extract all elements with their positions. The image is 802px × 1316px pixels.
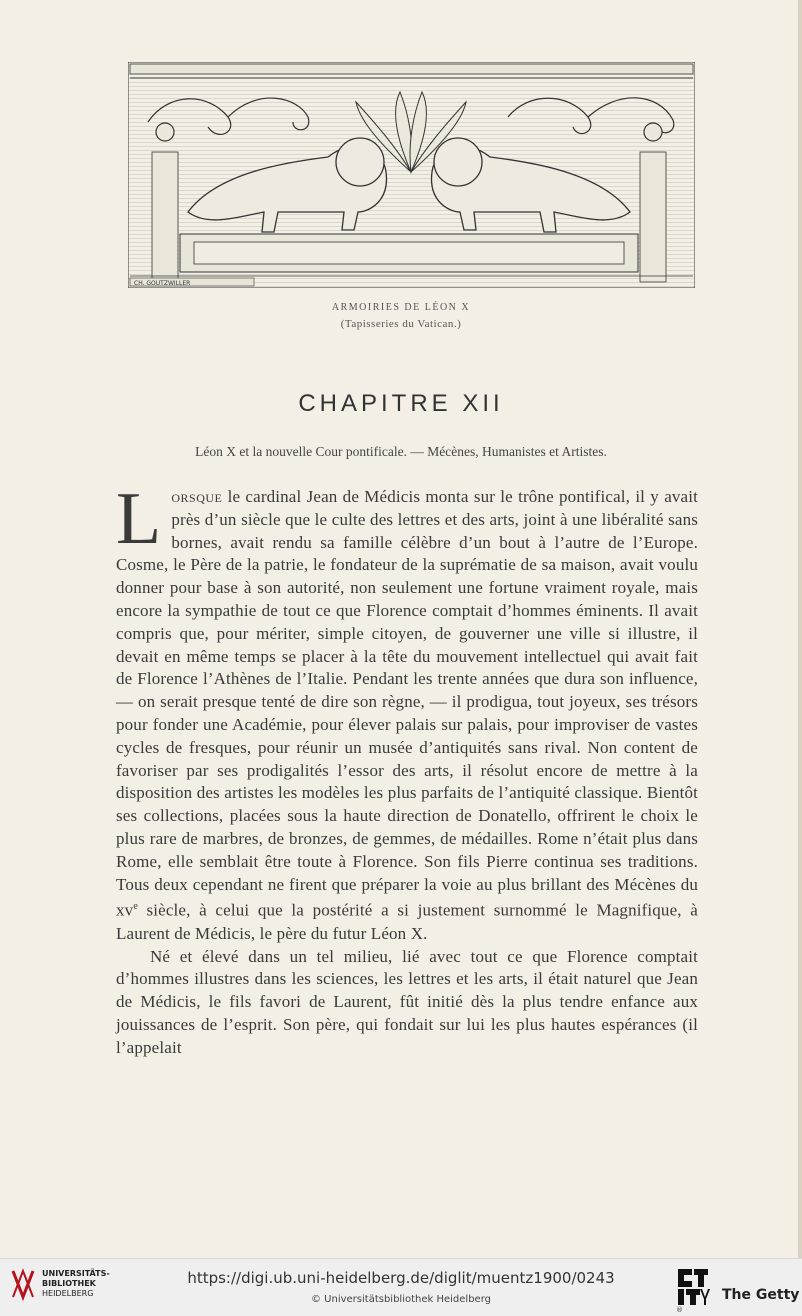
registered-mark: ®: [676, 1306, 683, 1314]
superscript: e: [133, 901, 138, 913]
permalink-url[interactable]: https://digi.ub.uni-heidelberg.de/diglit/muentz1900/0243: [187, 1269, 615, 1287]
paragraph-2: Né et élevé dans un tel milieu, lié avec tout ce que Florence comptait d’hommes illustres dans les sciences, les lettres et les arts, il était naturel que Jean de Médicis, le fils favori de Laurent, fût initié dès la plus tendre enfance aux jouissances de l’esprit. Son père, qui fondait sur lui les plus hautes espérances (il l’appelait: [116, 946, 698, 1057]
library-name-line2: BIBLIOTHEK: [42, 1279, 96, 1288]
chapter-subtitle: Léon X et la nouvelle Cour pontificale. — Mécènes, Humanistes et Artistes.: [195, 444, 607, 459]
viewer-footer: [0, 1258, 802, 1316]
plate-caption: ARMOIRIES DE LÉON X: [331, 302, 471, 313]
page-edge: [798, 0, 802, 1258]
paragraph-1-text: le cardinal Jean de Médicis monta sur le trône pontifical, il y avait près d’un siècle que le culte des lettres et des arts, joint à une libéralité sans bornes, avait rendu sa famille célèbre d’un bout à l’autre de l’Europe. Cosme, le Père de la patrie, le fondateur de la suprématie de sa maison, avait voulu donner pour base à son autorité, non seulement une fortune vraiment royale, mais encore la sympathie de tout ce que Florence comptait d’hommes éminents. Il avait compris que, pour mériter, simple citoyen, de gouverner une ville si illustre, il devait en même temps se placer à la tête du mouvement intellectuel qui avait fait de Florence l’Athènes de l’Italie. Pendant les trente années que dura son influence, — on serait presque tenté de dire son règne, — il prodigua, tout joyeux, ses trésors pour fonder une Académie, pour élever palais sur palais, pour improviser de vastes cycles de fresques, pour réunir un musée d’antiquités sans rival. Non content de favoriser par ses prodigalités l’essor des arts, il résolut encore de mettre à la disposition des artistes les modèles les plus parfaits de l’antiquité classique. Bientôt ses collections, placées sous la haute direction de Donatello, offrirent le choix le plus rare de marbres, de bronzes, de gemmes, de médailles. Rome n’était plus dans Rome, elle semblait être toute à Florence. Son fils Pierre continua ses traditions. Tous deux cependant ne firent que préparer la voie au plus brillant des Mécènes du xv: [116, 487, 698, 920]
paragraph-1: [116, 478, 698, 946]
chapter-title: CHAPITRE XII: [298, 390, 504, 417]
copyright-notice: © Universitätsbibliothek Heidelberg: [310, 1294, 491, 1305]
library-name-line1: UNIVERSITÄTS-: [42, 1269, 110, 1278]
library-name-line3: HEIDELBERG: [42, 1289, 94, 1298]
engraving-plate: [128, 62, 695, 288]
getty-logo-icon[interactable]: [676, 1267, 710, 1307]
paragraph-1-end: siècle, à celui que la postérité a si justement surnommé le Magnifique, à Laurent de Médicis, le père du futur Léon X.: [116, 901, 698, 943]
plate-subcaption: (Tapisseries du Vatican.): [340, 318, 462, 330]
opening-smallcaps: orsque: [171, 487, 223, 506]
drop-cap: L: [116, 478, 162, 560]
body-text: [116, 478, 698, 1060]
partner-name[interactable]: The Getty: [722, 1287, 800, 1303]
engraver-signature: CH. GOUTZWILLER: [134, 280, 191, 287]
